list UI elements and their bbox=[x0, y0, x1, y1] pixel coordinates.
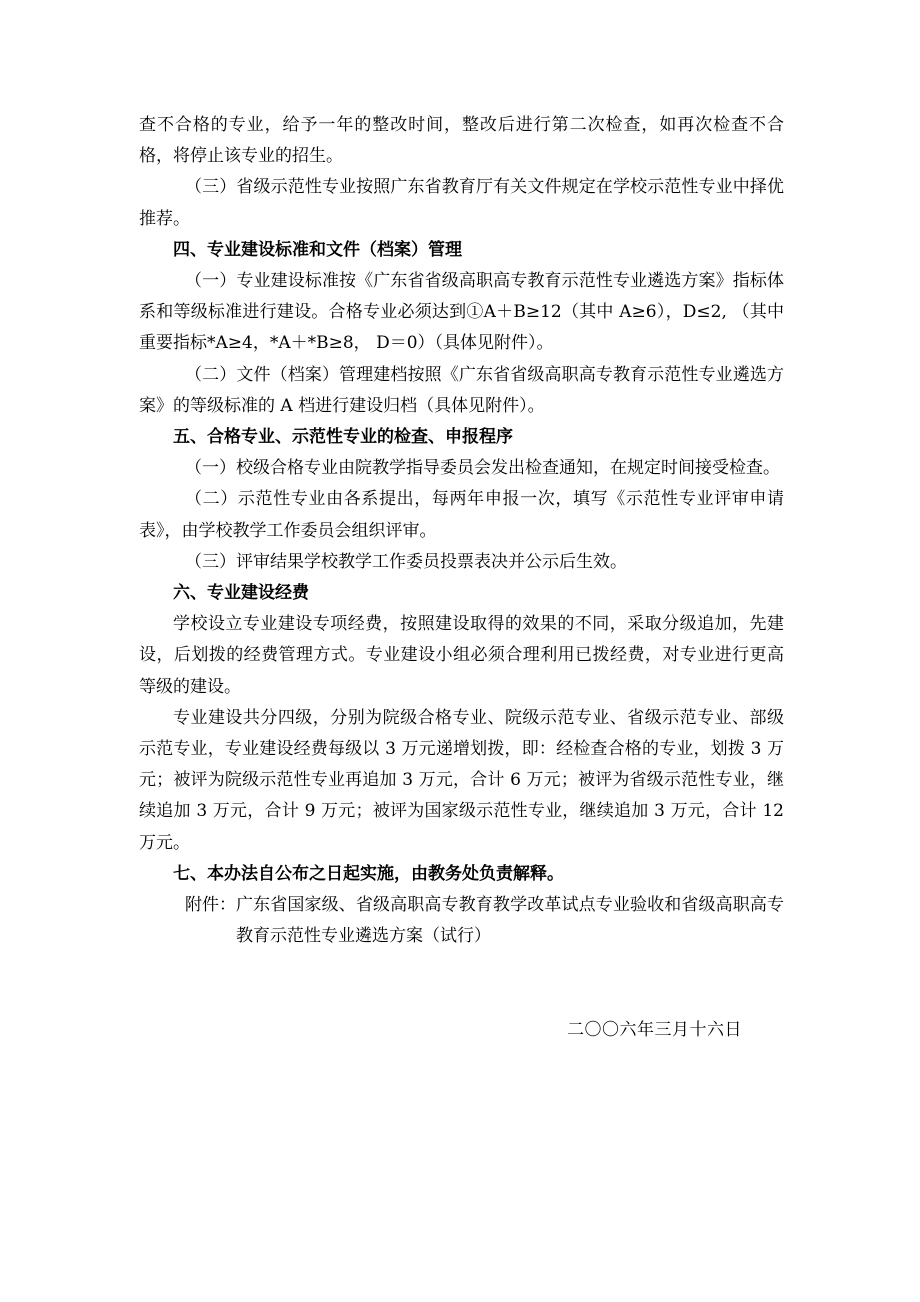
document-body bbox=[139, 110, 784, 952]
section-heading-5: 五、合格专业、示范性专业的检查、申报程序 bbox=[173, 427, 513, 448]
document-date: 二〇〇六年三月十六日 bbox=[567, 1020, 742, 1040]
section-heading-7: 七、本办法自公布之日起实施，由教务处负责解释。 bbox=[173, 863, 564, 884]
paragraph-3-3: （三）省级示范性专业按照广东省教育厅有关文件规定在学校示范性专业中择优推荐。 bbox=[139, 177, 784, 229]
paragraph-6-2: 专业建设共分四级，分别为院级合格专业、院级示范专业、省级示范专业、部级示范专业，专业建设经费每级以 3 万元递增划拨，即：经检查合格的专业，划拨 3 万元；被评为院级示范性专业再追加 3 万元，合计 6 万元；被评为省级示范性专业，继续追加 3 万元，合计 9 万元；被评为国家级示范性专业，继续追加 3 万元，合计 12 万元。 bbox=[139, 707, 784, 853]
paragraph-continuation: 查不合格的专业，给予一年的整改时间，整改后进行第二次检查，如再次检查不合格，将停止该专业的招生。 bbox=[139, 115, 784, 167]
paragraph-6-1: 学校设立专业建设专项经费，按照建设取得的效果的不同，采取分级追加，先建设，后划拨的经费管理方式。专业建设小组必须合理利用已拨经费，对专业进行更高等级的建设。 bbox=[139, 614, 784, 697]
attachment-note bbox=[139, 890, 784, 952]
attachment-text: 广东省国家级、省级高职高专教育教学改革试点专业验收和省级高职高专教育示范性专业遴选方案（试行） bbox=[236, 895, 784, 947]
paragraph-4-1: （一）专业建设标准按《广东省省级高职高专教育示范性专业遴选方案》指标体系和等级标准进行建设。合格专业必须达到①A＋B≥12（其中 A≥6），D≤2, （其中重要指标*A≥4，*A＋*B≥8， D＝0）（具体见附件）。 bbox=[139, 271, 784, 354]
attachment-label: 附件： bbox=[185, 895, 236, 916]
paragraph-5-1: （一）校级合格专业由院教学指导委员会发出检查通知，在规定时间接受检查。 bbox=[185, 458, 780, 479]
section-heading-4: 四、专业建设标准和文件（档案）管理 bbox=[173, 239, 462, 260]
paragraph-5-2: （二）示范性专业由各系提出，每两年申报一次，填写《示范性专业评审申请表》，由学校教学工作委员会组织评审。 bbox=[139, 489, 784, 541]
paragraph-4-2: （二）文件（档案）管理建档按照《广东省省级高职高专教育示范性专业遴选方案》的等级标准的 A 档进行建设归档（具体见附件）。 bbox=[139, 364, 784, 416]
paragraph-5-3: （三）评审结果学校教学工作委员投票表决并公示后生效。 bbox=[185, 551, 627, 572]
section-heading-6: 六、专业建设经费 bbox=[173, 583, 309, 604]
